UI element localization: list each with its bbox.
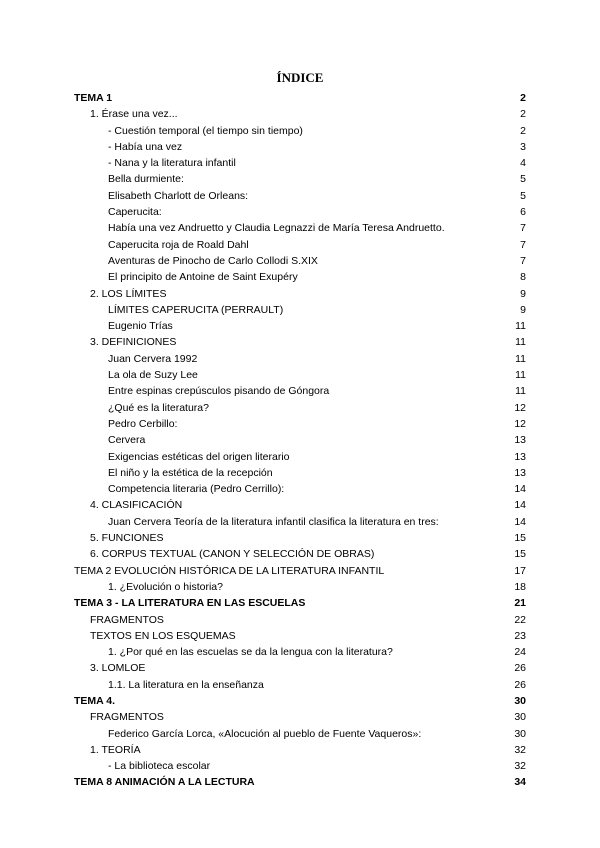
- toc-entry[interactable]: [74, 742, 526, 758]
- toc-entry-title: 1. TEORÍA: [90, 743, 141, 756]
- toc-entry[interactable]: [74, 514, 526, 530]
- toc-entry-title: 1. Érase una vez...: [90, 108, 178, 121]
- toc-entry-page: 21: [514, 597, 526, 610]
- toc-entry-page: 9: [520, 303, 526, 316]
- toc-entry-title: 1.1. La literatura en la enseñanza: [108, 678, 264, 691]
- toc-entry-title: TEMA 2 EVOLUCIÓN HISTÓRICA DE LA LITERATURA INFANTIL: [74, 564, 385, 577]
- toc-entry-page: 30: [514, 727, 526, 740]
- toc-entry-page: 7: [520, 254, 526, 267]
- toc-entry-page: 22: [514, 613, 526, 626]
- toc-entry-page: 15: [514, 532, 526, 545]
- toc-entry-title: 4. CLASIFICACIÓN: [90, 499, 183, 512]
- toc-entry-title: Había una vez Andruetto y Claudia Legnazzi de María Teresa Andruetto.: [108, 222, 445, 235]
- toc-entry-page: 7: [520, 222, 526, 235]
- toc-entry-title: Caperucita:: [108, 206, 162, 219]
- toc-entry[interactable]: [74, 530, 526, 546]
- toc-entry[interactable]: [74, 628, 526, 644]
- toc-entry-title: Aventuras de Pinocho de Carlo Collodi S.XIX: [108, 254, 318, 267]
- toc-entry-page: 5: [520, 173, 526, 186]
- toc-entry[interactable]: [74, 693, 526, 709]
- toc-entry[interactable]: [74, 171, 526, 187]
- toc-entry[interactable]: [74, 286, 526, 302]
- toc-entry-page: 2: [520, 108, 526, 121]
- toc-entry[interactable]: [74, 383, 526, 399]
- toc-entry-page: 2: [520, 92, 526, 104]
- toc-entry-title: 1. ¿Por qué en las escuelas se da la lengua con la literatura?: [108, 646, 393, 659]
- toc-entry-title: 2. LOS LÍMITES: [90, 287, 167, 300]
- toc-entry-page: 3: [520, 140, 526, 153]
- toc-entry-title: 3. DEFINICIONES: [90, 336, 177, 349]
- toc-entry[interactable]: [74, 726, 526, 742]
- toc-entry-page: 7: [520, 238, 526, 251]
- toc-entry-title: Entre espinas crepúsculos pisando de Góngora: [108, 385, 330, 398]
- toc-entry-title: LÍMITES CAPERUCITA (PERRAULT): [108, 303, 284, 316]
- toc-entry-page: 11: [515, 320, 526, 333]
- toc-entry-title: ¿Qué es la literatura?: [108, 401, 209, 414]
- toc-entry-page: 11: [515, 352, 526, 365]
- toc-entry[interactable]: [74, 269, 526, 285]
- toc-entry-title: FRAGMENTOS: [90, 711, 164, 724]
- toc-entry-title: TEMA 1: [74, 92, 113, 104]
- toc-entry-page: 4: [520, 157, 526, 170]
- toc-entry[interactable]: [74, 400, 526, 416]
- toc-entry-title: - La biblioteca escolar: [108, 760, 211, 773]
- toc-entry[interactable]: [74, 497, 526, 513]
- toc-entry[interactable]: [74, 123, 526, 139]
- toc-entry[interactable]: [74, 709, 526, 725]
- toc-entry-page: 23: [514, 629, 526, 642]
- toc-entry-page: 12: [514, 401, 526, 414]
- toc-entry[interactable]: [74, 595, 526, 611]
- toc-entry-page: 13: [514, 434, 526, 447]
- toc-entry[interactable]: [74, 106, 526, 122]
- page-title: ÍNDICE: [276, 70, 324, 85]
- toc-entry-title: 1. ¿Evolución o historia?: [108, 580, 223, 593]
- toc-entry-title: Juan Cervera Teoría de la literatura infantil clasifica la literatura en tres:: [108, 515, 439, 528]
- toc-entry-page: 32: [514, 743, 526, 756]
- toc-entry-page: 11: [515, 369, 526, 382]
- toc-entry[interactable]: [74, 90, 526, 106]
- toc-entry-title: La ola de Suzy Lee: [108, 369, 198, 382]
- toc-entry-page: 14: [514, 515, 526, 528]
- toc-entry-title: - Había una vez: [108, 140, 183, 153]
- toc-entry[interactable]: [74, 253, 526, 269]
- toc-entry-title: TEXTOS EN LOS ESQUEMAS: [90, 629, 236, 642]
- toc-entry[interactable]: [74, 612, 526, 628]
- toc-entry-page: 14: [514, 483, 526, 496]
- toc-entry[interactable]: [74, 481, 526, 497]
- toc-entry[interactable]: [74, 302, 526, 318]
- toc-entry[interactable]: [74, 188, 526, 204]
- toc-entry-page: 26: [514, 678, 526, 691]
- toc-entry[interactable]: [74, 579, 526, 595]
- toc-entry-title: Elisabeth Charlott de Orleans:: [108, 189, 249, 202]
- toc-entry-title: 3. LOMLOE: [90, 662, 146, 675]
- toc-entry-page: 34: [514, 776, 526, 789]
- toc-entry-page: 15: [514, 548, 526, 561]
- toc-entry-title: TEMA 8 ANIMACIÓN A LA LECTURA: [74, 776, 255, 789]
- toc-entry[interactable]: [74, 660, 526, 676]
- toc-entry-page: 17: [514, 564, 526, 577]
- toc-entry[interactable]: [74, 677, 526, 693]
- toc-entry-title: Competencia literaria (Pedro Cerrillo):: [108, 483, 285, 496]
- toc-entry-title: Cervera: [108, 434, 146, 447]
- toc-entry-title: Juan Cervera 1992: [108, 352, 198, 365]
- toc-entry-title: - Nana y la literatura infantil: [108, 157, 236, 170]
- toc-entry-title: 5. FUNCIONES: [90, 532, 164, 545]
- toc-entry-page: 24: [514, 646, 526, 659]
- toc-entry-title: TEMA 3 - LA LITERATURA EN LAS ESCUELAS: [74, 597, 306, 610]
- toc-entry[interactable]: [74, 546, 526, 562]
- toc-entry-page: 30: [514, 711, 526, 724]
- toc-entry[interactable]: [74, 416, 526, 432]
- toc-entry-title: - Cuestión temporal (el tiempo sin tiempo): [108, 124, 303, 137]
- toc-entry-title: TEMA 4.: [74, 694, 116, 707]
- toc-entry[interactable]: [74, 644, 526, 660]
- toc-entry-page: 11: [515, 336, 526, 349]
- toc-entry[interactable]: [74, 563, 526, 579]
- toc-entry-page: 5: [520, 189, 526, 202]
- toc-entry[interactable]: [74, 155, 526, 171]
- toc-entry-page: 14: [514, 499, 526, 512]
- toc-entry[interactable]: [74, 204, 526, 220]
- toc-entry-title: Pedro Cerbillo:: [108, 417, 178, 430]
- toc-entry-page: 30: [514, 694, 526, 707]
- toc-entry-title: Exigencias estéticas del origen literario: [108, 450, 290, 463]
- toc-entry[interactable]: [74, 432, 526, 448]
- toc-entry[interactable]: [74, 237, 526, 253]
- toc-entry[interactable]: [74, 351, 526, 367]
- toc-entry-page: 13: [514, 450, 526, 463]
- toc-entry[interactable]: [74, 449, 526, 465]
- toc-entry-page: 9: [520, 287, 526, 300]
- toc-entry-title: FRAGMENTOS: [90, 613, 164, 626]
- toc-entry[interactable]: [74, 334, 526, 350]
- toc-entry[interactable]: [74, 774, 526, 790]
- toc-entry[interactable]: [74, 758, 526, 774]
- toc-entry[interactable]: [74, 220, 526, 236]
- toc-entry[interactable]: [74, 139, 526, 155]
- toc-entry[interactable]: [74, 465, 526, 481]
- toc-entry-title: Bella durmiente:: [108, 173, 184, 186]
- toc-entry-page: 32: [514, 760, 526, 773]
- toc-entry-page: 8: [520, 271, 526, 284]
- toc-entry-title: Federico García Lorca, «Alocución al pueblo de Fuente Vaqueros»:: [108, 727, 422, 740]
- toc-entry-page: 12: [514, 417, 526, 430]
- toc-entry-page: 26: [514, 662, 526, 675]
- toc-entry[interactable]: [74, 318, 526, 334]
- toc-entry-title: Eugenio Trías: [108, 320, 173, 333]
- toc-entry-page: 6: [520, 206, 526, 219]
- toc-entry-title: El niño y la estética de la recepción: [108, 466, 273, 479]
- table-of-contents: [74, 90, 526, 791]
- toc-entry-page: 2: [520, 124, 526, 137]
- toc-entry-title: El principito de Antoine de Saint Exupéry: [108, 271, 298, 284]
- toc-entry-title: 6. CORPUS TEXTUAL (CANON Y SELECCIÓN DE OBRAS): [90, 548, 375, 561]
- toc-entry[interactable]: [74, 367, 526, 383]
- toc-entry-page: 13: [514, 466, 526, 479]
- toc-entry-page: 11: [515, 385, 526, 398]
- toc-entry-page: 18: [514, 580, 526, 593]
- toc-entry-title: Caperucita roja de Roald Dahl: [108, 238, 249, 251]
